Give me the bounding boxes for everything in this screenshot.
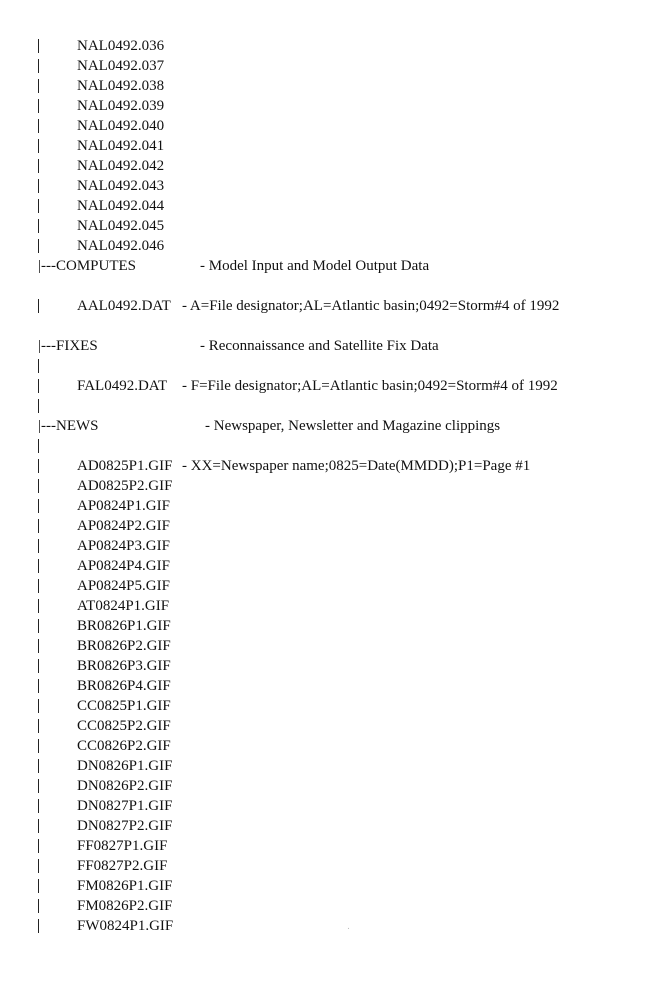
- file-name: DN0826P2.GIF: [77, 778, 173, 794]
- file-description: - A=File designator;AL=Atlantic basin;0492=Storm#4 of 1992: [182, 298, 560, 314]
- tree-connector: [38, 819, 39, 833]
- file-name: NAL0492.045: [77, 218, 165, 234]
- tree-connector: [38, 679, 39, 693]
- file-name: NAL0492.043: [77, 178, 165, 194]
- tree-connector: [38, 119, 39, 133]
- file-name: FAL0492.DAT: [77, 378, 168, 394]
- file-name: AP0824P3.GIF: [77, 538, 170, 554]
- tree-connector: [38, 359, 39, 373]
- tree-connector: [38, 919, 39, 933]
- tree-connector: [38, 519, 39, 533]
- directory-description: - Model Input and Model Output Data: [200, 258, 430, 274]
- tree-connector: [38, 559, 39, 573]
- file-name: NAL0492.037: [77, 58, 165, 74]
- tree-connector: [38, 159, 39, 173]
- file-name: FF0827P1.GIF: [77, 838, 168, 854]
- file-name: AP0824P4.GIF: [77, 558, 170, 574]
- file-name: DN0826P1.GIF: [77, 758, 173, 774]
- directory-description: - Reconnaissance and Satellite Fix Data: [200, 338, 439, 354]
- file-name: NAL0492.038: [77, 78, 165, 94]
- file-name: DN0827P1.GIF: [77, 798, 173, 814]
- file-name: CC0826P2.GIF: [77, 738, 171, 754]
- file-description: - F=File designator;AL=Atlantic basin;0492=Storm#4 of 1992: [182, 378, 558, 394]
- tree-connector: [38, 99, 39, 113]
- tree-connector: [38, 399, 39, 413]
- file-name: FM0826P1.GIF: [77, 878, 173, 894]
- tree-connector: [38, 539, 39, 553]
- file-name: NAL0492.036: [77, 38, 165, 54]
- file-name: AAL0492.DAT: [77, 298, 171, 314]
- file-name: BR0826P4.GIF: [77, 678, 171, 694]
- file-name: NAL0492.042: [77, 158, 165, 174]
- tree-connector: [38, 59, 39, 73]
- tree-connector: [38, 479, 39, 493]
- tree-connector: [38, 839, 39, 853]
- tree-connector: [38, 599, 39, 613]
- file-name: BR0826P3.GIF: [77, 658, 171, 674]
- file-name: BR0826P1.GIF: [77, 618, 171, 634]
- file-name: NAL0492.046: [77, 238, 165, 254]
- file-name: NAL0492.041: [77, 138, 165, 154]
- tree-connector: [38, 799, 39, 813]
- tree-connector: [38, 779, 39, 793]
- tree-connector: [38, 699, 39, 713]
- tree-connector: [38, 759, 39, 773]
- directory-description: - Newspaper, Newsletter and Magazine clippings: [205, 418, 501, 434]
- file-name: FM0826P2.GIF: [77, 898, 173, 914]
- file-name: CC0825P2.GIF: [77, 718, 171, 734]
- file-name: DN0827P2.GIF: [77, 818, 173, 834]
- tree-connector: [38, 659, 39, 673]
- tree-connector: [38, 219, 39, 233]
- file-name: AD0825P1.GIF: [77, 458, 173, 474]
- tree-connector: [38, 79, 39, 93]
- directory-label: |---NEWS: [38, 418, 99, 434]
- tree-connector: [38, 299, 39, 313]
- file-name: AD0825P2.GIF: [77, 478, 173, 494]
- tree-connector: [38, 139, 39, 153]
- file-name: BR0826P2.GIF: [77, 638, 171, 654]
- tree-connector: [38, 879, 39, 893]
- tree-connector: [38, 379, 39, 393]
- file-description: - XX=Newspaper name;0825=Date(MMDD);P1=Page #1: [182, 458, 531, 474]
- file-name: CC0825P1.GIF: [77, 698, 171, 714]
- tree-connector: [38, 239, 39, 253]
- tree-connector: [38, 859, 39, 873]
- file-name: AP0824P5.GIF: [77, 578, 170, 594]
- directory-label: |---COMPUTES: [38, 258, 137, 274]
- tree-connector: [38, 719, 39, 733]
- tree-connector: [38, 639, 39, 653]
- file-name: FW0824P1.GIF: [77, 918, 174, 934]
- file-name: NAL0492.039: [77, 98, 165, 114]
- file-name: AP0824P1.GIF: [77, 498, 170, 514]
- scan-speck: ․: [347, 921, 351, 931]
- file-name: NAL0492.044: [77, 198, 165, 214]
- tree-connector: [38, 579, 39, 593]
- directory-label: |---FIXES: [38, 338, 98, 354]
- tree-connector: [38, 499, 39, 513]
- tree-connector: [38, 739, 39, 753]
- file-name: AP0824P2.GIF: [77, 518, 170, 534]
- file-name: FF0827P2.GIF: [77, 858, 168, 874]
- tree-connector: [38, 899, 39, 913]
- file-name: AT0824P1.GIF: [77, 598, 170, 614]
- tree-connector: [38, 179, 39, 193]
- file-name: NAL0492.040: [77, 118, 165, 134]
- tree-connector: [38, 39, 39, 53]
- tree-connector: [38, 459, 39, 473]
- tree-connector: [38, 199, 39, 213]
- tree-connector: [38, 439, 39, 453]
- tree-connector: [38, 619, 39, 633]
